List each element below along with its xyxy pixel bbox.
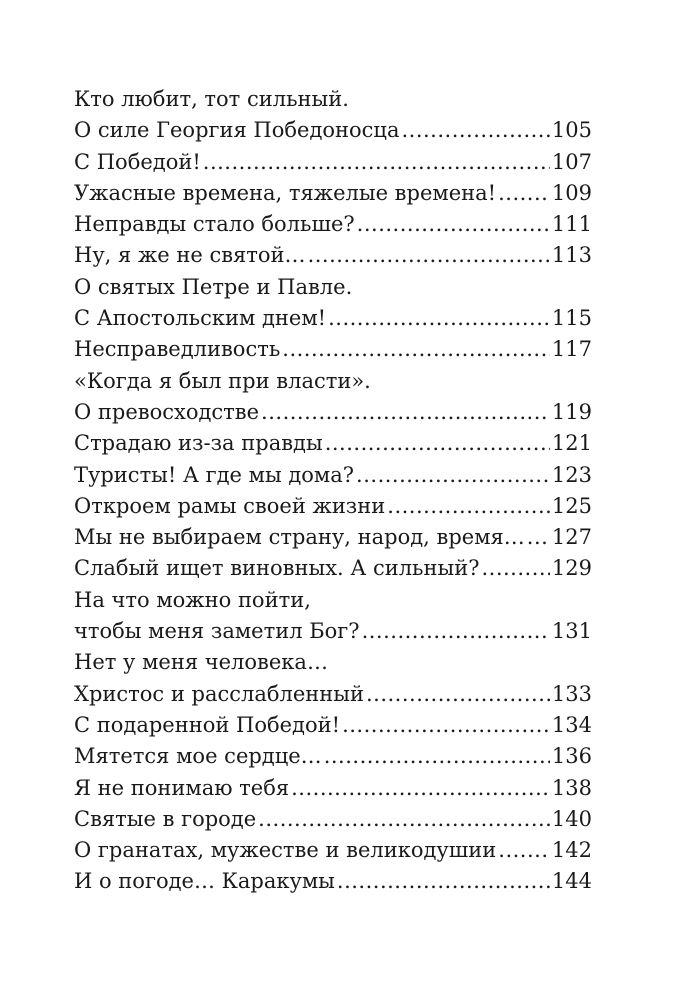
toc-entry-title: С подаренной Победой! — [74, 712, 341, 737]
toc-entry — [74, 835, 592, 866]
dot-leader — [498, 178, 550, 209]
toc-entry-page-number: 140 — [551, 806, 592, 831]
toc-entry — [74, 366, 592, 397]
toc-entry-title: Христос и расслабленный — [74, 681, 364, 706]
toc-entry-title: Туристы! А где мы дома? — [74, 462, 355, 487]
dot-leader — [362, 616, 550, 647]
toc-entry-page-number: 142 — [551, 838, 592, 863]
toc-entry-page-number: 131 — [551, 619, 592, 644]
dot-leader — [481, 553, 549, 584]
toc-entry — [74, 397, 592, 428]
toc-entry-page-number: 115 — [551, 306, 592, 331]
dot-leader — [527, 522, 550, 553]
toc-entry-title: Неправды стало больше? — [74, 212, 355, 237]
toc-entry-title: Мятется мое сердце… — [74, 744, 322, 769]
toc-entry-title: О силе Георгия Победоносца — [74, 118, 400, 143]
toc-entry — [74, 115, 592, 146]
toc-entry-page-number: 111 — [551, 212, 592, 237]
toc-entry — [74, 679, 592, 710]
dot-leader — [401, 115, 549, 146]
toc-entry-title: Откроем рамы своей жизни — [74, 493, 386, 518]
toc-entry-title: Слабый ищет виновных. А сильный? — [74, 556, 480, 581]
toc-entry — [74, 491, 592, 522]
toc-entry-title: Ну, я же не святой… — [74, 243, 306, 268]
dot-leader — [366, 679, 550, 710]
dot-leader — [356, 460, 550, 491]
toc-entry-page-number: 107 — [551, 149, 592, 174]
toc-entry — [74, 272, 592, 303]
toc-entry — [74, 428, 592, 459]
toc-entry — [74, 303, 592, 334]
dot-leader — [308, 240, 550, 271]
dot-leader — [498, 835, 550, 866]
toc-entry — [74, 741, 592, 772]
dot-leader — [337, 866, 550, 897]
toc-entry-title: С Победой! — [74, 149, 201, 174]
toc-entry-title: Святые в городе — [74, 806, 257, 831]
toc-entry-page-number: 109 — [551, 180, 592, 205]
toc-entry-page-number: 121 — [551, 431, 592, 456]
toc-entry — [74, 647, 592, 678]
toc-entry — [74, 147, 592, 178]
dot-leader — [282, 334, 550, 365]
toc-entry-title: Кто любит, тот сильный. — [74, 87, 349, 111]
toc-entry-title: На что можно пойти, — [74, 587, 311, 612]
toc-entry-title: Мы не выбираем страну, народ, время… — [74, 525, 525, 550]
toc-entry — [74, 84, 592, 115]
toc-entry-page-number: 123 — [551, 462, 592, 487]
toc-entry-title: Страдаю из-за правды — [74, 431, 323, 456]
toc-entry-page-number: 125 — [551, 493, 592, 518]
toc-entry-page-number: 127 — [551, 525, 592, 550]
toc-entry — [74, 585, 592, 616]
toc-entry-title: О превосходстве — [74, 399, 260, 424]
toc-entry-page-number: 133 — [551, 681, 592, 706]
toc-entry-title: О святых Петре и Павле. — [74, 274, 353, 299]
toc-entry-page-number: 117 — [551, 337, 592, 362]
toc-entry-title: И о погоде… Каракумы — [74, 869, 335, 894]
toc-entry-page-number: 105 — [551, 118, 592, 143]
dot-leader — [357, 209, 550, 240]
toc-entry-page-number: 134 — [551, 712, 592, 737]
toc-entry-page-number: 136 — [551, 744, 592, 769]
dot-leader — [342, 710, 550, 741]
toc-entry-page-number: 129 — [551, 556, 592, 581]
dot-leader — [328, 303, 550, 334]
dot-leader — [261, 397, 550, 428]
dot-leader — [387, 491, 550, 522]
toc-entry-title: Нет у меня человека… — [74, 650, 328, 675]
toc-entry-title: С Апостольским днем! — [74, 306, 327, 331]
toc-entry — [74, 209, 592, 240]
toc-entry-title: чтобы меня заметил Бог? — [74, 619, 360, 644]
toc-entry-title: О гранатах, мужестве и великодушии — [74, 838, 497, 863]
toc-entry-title: «Когда я был при власти». — [74, 368, 371, 393]
dot-leader — [324, 741, 550, 772]
toc-entry-page-number: 119 — [551, 399, 592, 424]
toc-entry-page-number: 113 — [551, 243, 592, 268]
dot-leader — [291, 773, 550, 804]
table-of-contents — [74, 84, 592, 898]
toc-entry — [74, 522, 592, 553]
toc-entry — [74, 178, 592, 209]
toc-entry — [74, 460, 592, 491]
toc-entry-title: Несправедливость — [74, 337, 281, 362]
dot-leader — [203, 147, 550, 178]
toc-entry — [74, 616, 592, 647]
toc-entry — [74, 553, 592, 584]
toc-entry — [74, 866, 592, 897]
toc-entry-title: Я не понимаю тебя — [74, 775, 290, 800]
toc-entry — [74, 240, 592, 271]
toc-entry-page-number: 138 — [551, 775, 592, 800]
dot-leader — [325, 428, 550, 459]
toc-entry — [74, 334, 592, 365]
toc-entry — [74, 773, 592, 804]
toc-entry-page-number: 144 — [551, 869, 592, 894]
dot-leader — [258, 804, 550, 835]
toc-entry-title: Ужасные времена, тяжелые времена! — [74, 180, 497, 205]
toc-entry — [74, 804, 592, 835]
toc-entry — [74, 710, 592, 741]
